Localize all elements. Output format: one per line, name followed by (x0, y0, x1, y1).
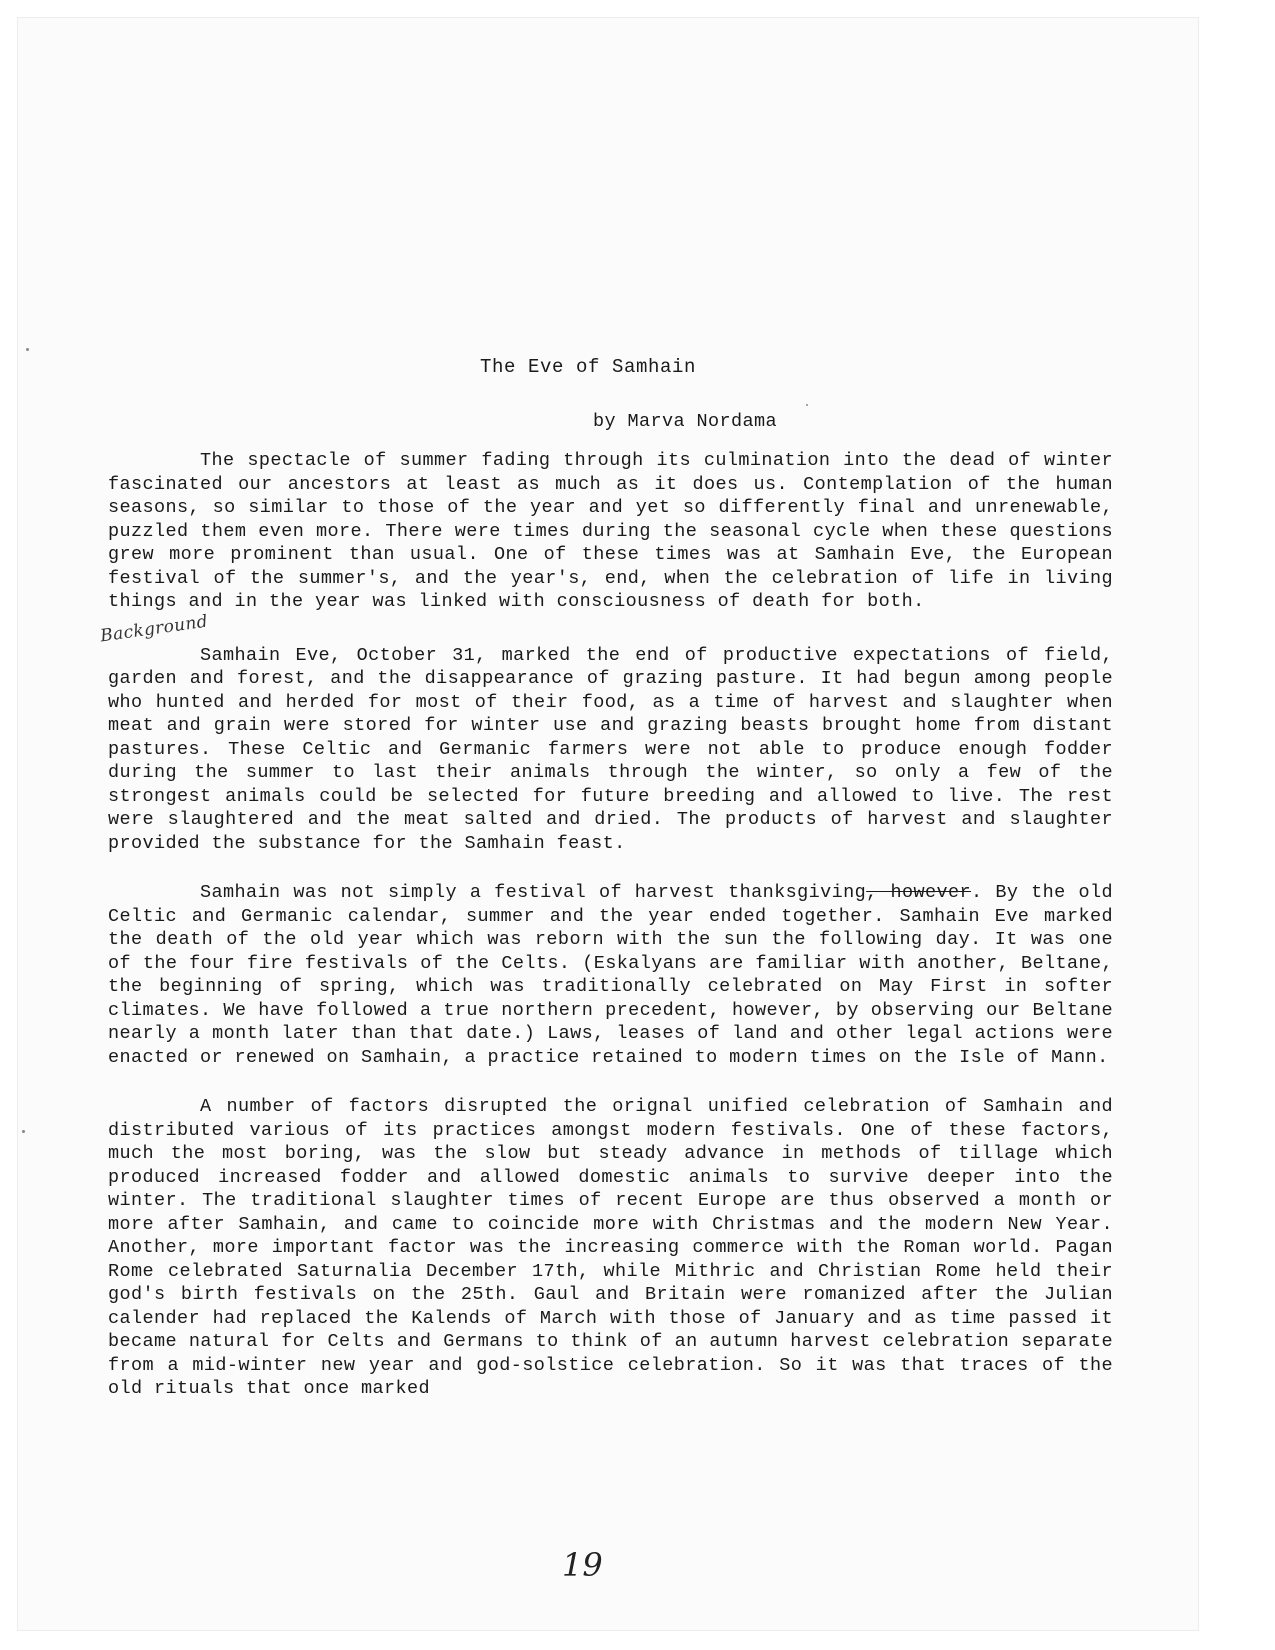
paragraph-1: The spectacle of summer fading through its culmination into the dead of winter fascinated our ancestors at least as much as it does us. Contemplation of the human seasons, so similar to those of the year and yet so differently final and unrenewable, puzzled them even more. There were times during the seasonal cycle when these questions grew more prominent than usual. One of these times was at Samhain Eve, the European festival of the summer's, and the year's, end, when the celebration of life in living things and in the year was linked with consciousness of death for both. (108, 450, 1113, 612)
scan-speck (22, 1130, 25, 1133)
paragraph-3 (108, 881, 1113, 1069)
handwritten-margin-note: Background (99, 611, 210, 646)
paragraph-4: A number of factors disrupted the orignal unified celebration of Samhain and distributed various of its practices amongst modern festivals. One of these factors, much the most boring, was the slow but steady advance in methods of tillage which produced increased fodder and allowed domestic animals to survive deeper into the winter. The traditional slaughter times of recent Europe are thus observed a month or more after Samhain, and came to coincide more with Christmas and the modern New Year. Another, more important factor was the increasing commerce with the Roman world. Pagan Rome celebrated Saturnalia December 17th, while Mithric and Christian Rome held their god's birth festivals on the 25th. Gaul and Britain were romanized after the Julian calender had replaced the Kalends of March with those of January and as time passed it became natural for Celts and Germans to think of an autumn harvest celebration separate from a mid-winter new year and god-solstice celebration. So it was that traces of the old rituals that once marked (108, 1096, 1113, 1399)
typed-document (99, 356, 1113, 1401)
scan-speck (26, 348, 29, 351)
document-title: The Eve of Samhain (480, 356, 697, 378)
paragraph-3-text: Samhain was not simply a festival of harvest thanksgiving, however. By the old Celtic and Germanic calendar, summer and the year ended together. Samhain Eve marked the death of the old year which was reborn with the sun the following day. It was one of the four fire festivals of the Celts. (Eskalyans are familiar with another, Beltane, the beginning of spring, which was traditionally celebrated on May First in softer climates. We have followed a true northern precedent, however, by observing our Beltane nearly a month later than that date.) Laws, leases of land and other legal actions were enacted or renewed on Samhain, a practice retained to modern times on the Isle of Mann. (108, 882, 1113, 1068)
handwritten-page-number: 19 (562, 1546, 603, 1584)
document-byline: by Marva Nordama (593, 410, 778, 432)
paragraph-2: Samhain Eve, October 31, marked the end of productive expectations of field, garden and forest, and the disappearance of grazing pasture. It had begun among people who hunted and herded for most of their food, as a time of harvest and slaughter when meat and grain were stored for winter use and grazing beasts brought home from distant pastures. These Celtic and Germanic farmers were not able to produce enough fodder during the summer to last their animals through the winter, so only a few of the strongest animals could be selected for future breeding and allowed to live. The rest were slaughtered and the meat salted and dried. The products of harvest and slaughter provided the substance for the Samhain feast. (108, 644, 1113, 854)
struck-word: , however (866, 882, 971, 903)
paragraph-2-block (99, 611, 1113, 856)
